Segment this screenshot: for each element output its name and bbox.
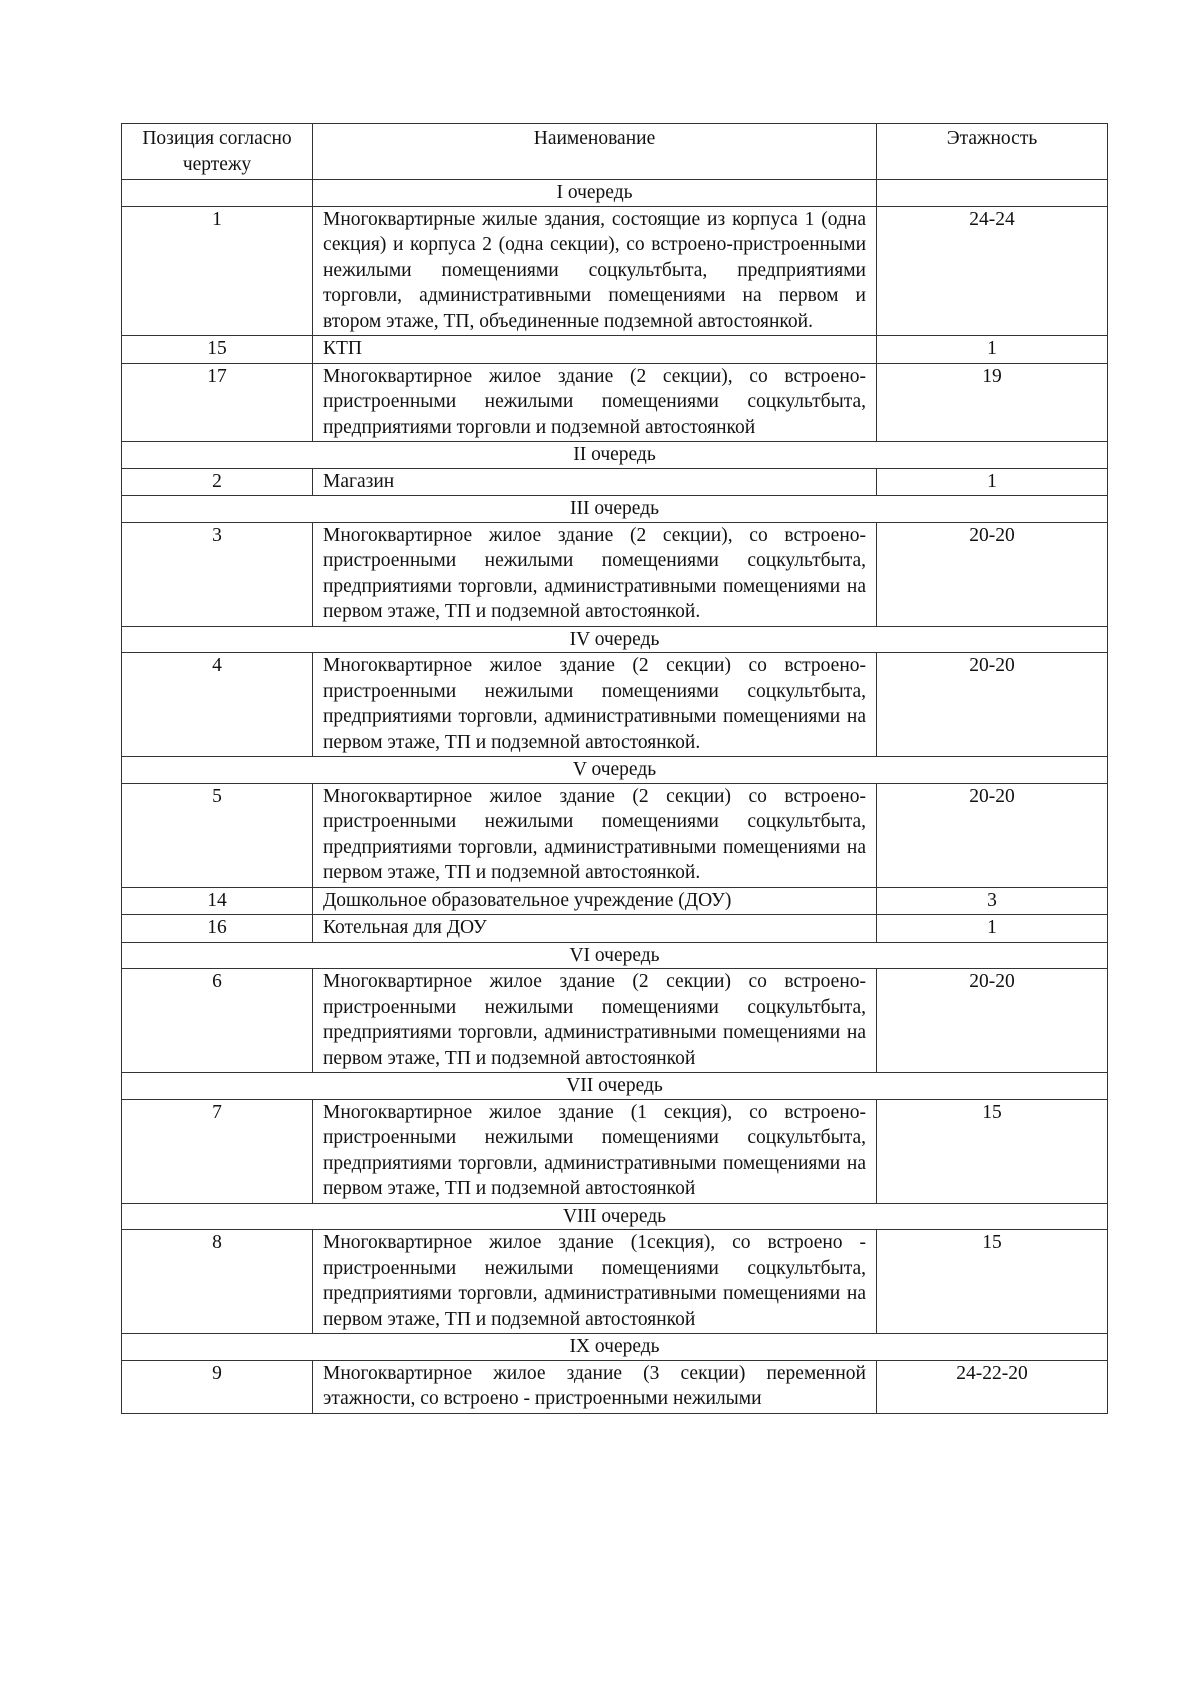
position-cell: 7 <box>122 1099 313 1203</box>
position-cell: 1 <box>122 206 313 336</box>
stage-label: IV очередь <box>122 626 1108 653</box>
table-row <box>122 336 1108 364</box>
name-cell: Многоквартирное жилое здание (1 секция), со встроено-пристроенными нежилыми помещениями соцкультбыта, предприятиями торговли, административными помещениями на первом этаже, ТП и подземной автостоянкой <box>313 1099 877 1203</box>
stage-empty-cell <box>122 180 313 207</box>
header-floors: Этажность <box>877 124 1108 180</box>
table-row <box>122 969 1108 1073</box>
table-row <box>122 1230 1108 1334</box>
position-cell: 9 <box>122 1360 313 1413</box>
buildings-table <box>121 123 1108 1414</box>
floors-cell: 1 <box>877 468 1108 496</box>
table-row <box>122 1099 1108 1203</box>
floors-cell: 24-22-20 <box>877 1360 1108 1413</box>
stage-row <box>122 942 1108 969</box>
stage-row <box>122 442 1108 469</box>
table-header-row <box>122 124 1108 180</box>
stage-row <box>122 1334 1108 1361</box>
stage-row <box>122 1203 1108 1230</box>
table-row <box>122 783 1108 887</box>
stage-empty-cell <box>877 180 1108 207</box>
position-cell: 4 <box>122 653 313 757</box>
floors-cell: 1 <box>877 915 1108 943</box>
table-row <box>122 468 1108 496</box>
stage-row <box>122 757 1108 784</box>
table-body <box>122 180 1108 1414</box>
table-row <box>122 915 1108 943</box>
stage-label: IX очередь <box>122 1334 1108 1361</box>
floors-cell: 20-20 <box>877 653 1108 757</box>
stage-label: VII очередь <box>122 1073 1108 1100</box>
name-cell: Многоквартирное жилое здание (3 секции) переменной этажности, со встроено - пристроенными нежилыми <box>313 1360 877 1413</box>
name-cell: Многоквартирное жилое здание (2 секции), со встроено-пристроенными нежилыми помещениями соцкультбыта, предприятиями торговли, административными помещениями на первом этаже, ТП и подземной автостоянкой. <box>313 522 877 626</box>
position-cell: 8 <box>122 1230 313 1334</box>
name-cell: Многоквартирные жилые здания, состоящие из корпуса 1 (одна секция) и корпуса 2 (одна секции), со встроено-пристроенными нежилыми помещениями соцкультбыта, предприятиями торговли, административными помещениями на первом и втором этаже, ТП, объединенные подземной автостоянкой. <box>313 206 877 336</box>
stage-row <box>122 180 1108 207</box>
position-cell: 14 <box>122 887 313 915</box>
stage-row <box>122 496 1108 523</box>
floors-cell: 20-20 <box>877 783 1108 887</box>
floors-cell: 19 <box>877 363 1108 442</box>
stage-label: VI очередь <box>122 942 1108 969</box>
floors-cell: 1 <box>877 336 1108 364</box>
stage-row <box>122 1073 1108 1100</box>
name-cell: Многоквартирное жилое здание (1секция), со встроено - пристроенными нежилыми помещениями соцкультбыта, предприятиями торговли, административными помещениями на первом этаже, ТП и подземной автостоянкой <box>313 1230 877 1334</box>
floors-cell: 20-20 <box>877 522 1108 626</box>
name-cell: Многоквартирное жилое здание (2 секции), со встроено-пристроенными нежилыми помещениями соцкультбыта, предприятиями торговли и подземной автостоянкой <box>313 363 877 442</box>
position-cell: 16 <box>122 915 313 943</box>
table-row <box>122 363 1108 442</box>
table-row <box>122 887 1108 915</box>
table-row <box>122 653 1108 757</box>
position-cell: 3 <box>122 522 313 626</box>
position-cell: 5 <box>122 783 313 887</box>
position-cell: 6 <box>122 969 313 1073</box>
stage-label: I очередь <box>313 180 877 207</box>
table-row <box>122 522 1108 626</box>
position-cell: 2 <box>122 468 313 496</box>
name-cell: Многоквартирное жилое здание (2 секции) со встроено-пристроенными нежилыми помещениями соцкультбыта, предприятиями торговли, административными помещениями на первом этаже, ТП и подземной автостоянкой. <box>313 653 877 757</box>
floors-cell: 24-24 <box>877 206 1108 336</box>
table-row <box>122 1360 1108 1413</box>
stage-label: V очередь <box>122 757 1108 784</box>
name-cell: Многоквартирное жилое здание (2 секции) со встроено-пристроенными нежилыми помещениями соцкультбыта, предприятиями торговли, административными помещениями на первом этаже, ТП и подземной автостоянкой. <box>313 783 877 887</box>
table-row <box>122 206 1108 336</box>
position-cell: 15 <box>122 336 313 364</box>
floors-cell: 3 <box>877 887 1108 915</box>
position-cell: 17 <box>122 363 313 442</box>
stage-label: III очередь <box>122 496 1108 523</box>
stage-label: VIII очередь <box>122 1203 1108 1230</box>
name-cell: Котельная для ДОУ <box>313 915 877 943</box>
stage-row <box>122 626 1108 653</box>
floors-cell: 15 <box>877 1099 1108 1203</box>
name-cell: Магазин <box>313 468 877 496</box>
name-cell: Дошкольное образовательное учреждение (ДОУ) <box>313 887 877 915</box>
floors-cell: 15 <box>877 1230 1108 1334</box>
header-name: Наименование <box>313 124 877 180</box>
name-cell: Многоквартирное жилое здание (2 секции) со встроено-пристроенными нежилыми помещениями соцкультбыта, предприятиями торговли, административными помещениями на первом этаже, ТП и подземной автостоянкой <box>313 969 877 1073</box>
header-position: Позиция согласно чертежу <box>122 124 313 180</box>
floors-cell: 20-20 <box>877 969 1108 1073</box>
name-cell: КТП <box>313 336 877 364</box>
stage-label: II очередь <box>122 442 1108 469</box>
